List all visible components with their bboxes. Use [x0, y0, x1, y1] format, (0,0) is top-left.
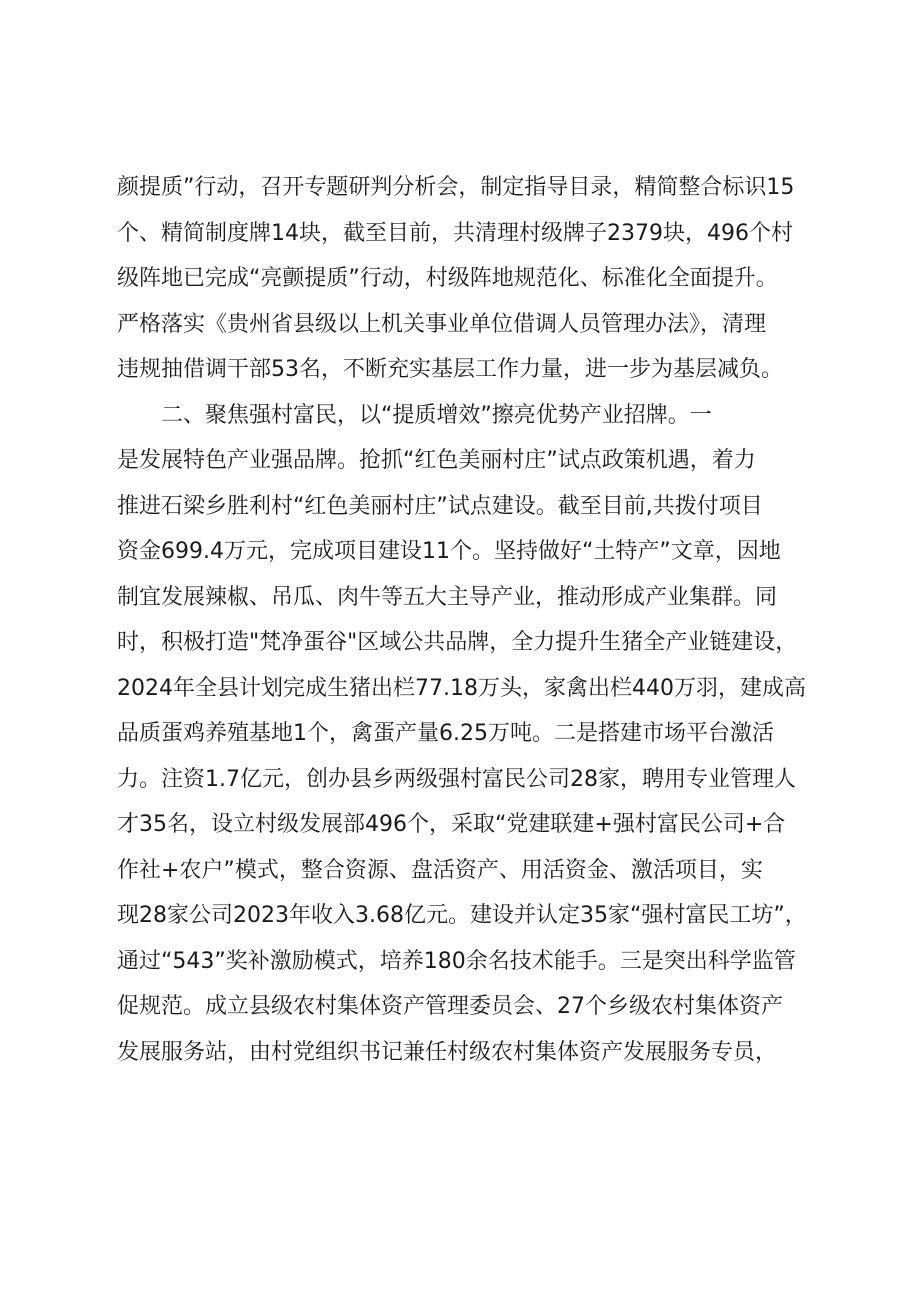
text-line: 个、精简制度牌14块，截至目前，共清理村级牌子2379块，496个村 — [117, 220, 793, 246]
text-line: 颜提质”行动，召开专题研判分析会，制定指导目录，精简整合标识15 — [117, 175, 795, 200]
text-line: 资金699.4万元，完成项目建设11个。坚持做好“土特产”文章，因地 — [117, 539, 781, 564]
text-line: 时，积极打造"梵净蛋谷"区域公共品牌，全力提升生猪全产业链建设， — [117, 630, 798, 655]
text-line: 发展服务站，由村党组织书记兼任村级农村集体资产发展服务专员， — [117, 1039, 778, 1065]
text-line: 违规抽借调干部53名，不断充实基层工作力量，进一步为基层减负。 — [117, 357, 783, 382]
text-line: 级阵地已完成“亮颤提质”行动，村级阵地规范化、标准化全面提升。 — [117, 266, 778, 291]
text-line: 制宜发展辣椒、吊瓜、肉牛等五大主导产业，推动形成产业集群。同 — [117, 584, 778, 610]
text-line: 促规范。成立县级农村集体资产管理委员会、27个乡级农村集体资产 — [117, 994, 783, 1019]
text-line: 严格落实《贵州省县级以上机关事业单位借调人员管理办法》，清理 — [117, 311, 767, 337]
text-line: 2024年全县计划完成生猪出栏77.18万头，家禽出栏440万羽，建成高 — [117, 675, 806, 701]
text-line: 作社+农户”模式，整合资源、盘活资产、用活资金、激活项目，实 — [117, 857, 763, 883]
text-line: 才35名，设立村级发展部496个，采取“党建联建+强村富民公司+合 — [117, 812, 786, 837]
text-line: 推进石梁乡胜利村“红色美丽村庄”试点建设。截至目前,共拨付项目 — [117, 493, 763, 519]
body-text — [117, 165, 817, 1075]
text-line: 通过“543”奖补激励模式，培养180余名技术能手。三是突出科学监管 — [117, 948, 796, 974]
text-line: 品质蛋鸡养殖基地1个，禽蛋产量6.25万吨。二是搭建市场平台激活 — [117, 721, 774, 746]
text-line: 是发展特色产业强品牌。抢抓“红色美丽村庄”试点政策机遇，着力 — [117, 448, 756, 473]
section-heading-line: 二、聚焦强村富民，以“提质增效”擦亮优势产业招牌。一 — [161, 402, 712, 428]
text-line: 力。注资1.7亿元，创办县乡两级强村富民公司28家，聘用专业管理人 — [117, 766, 796, 792]
text-line: 现28家公司2023年收入3.68亿元。建设并认定35家“强村富民工坊”， — [117, 903, 807, 928]
